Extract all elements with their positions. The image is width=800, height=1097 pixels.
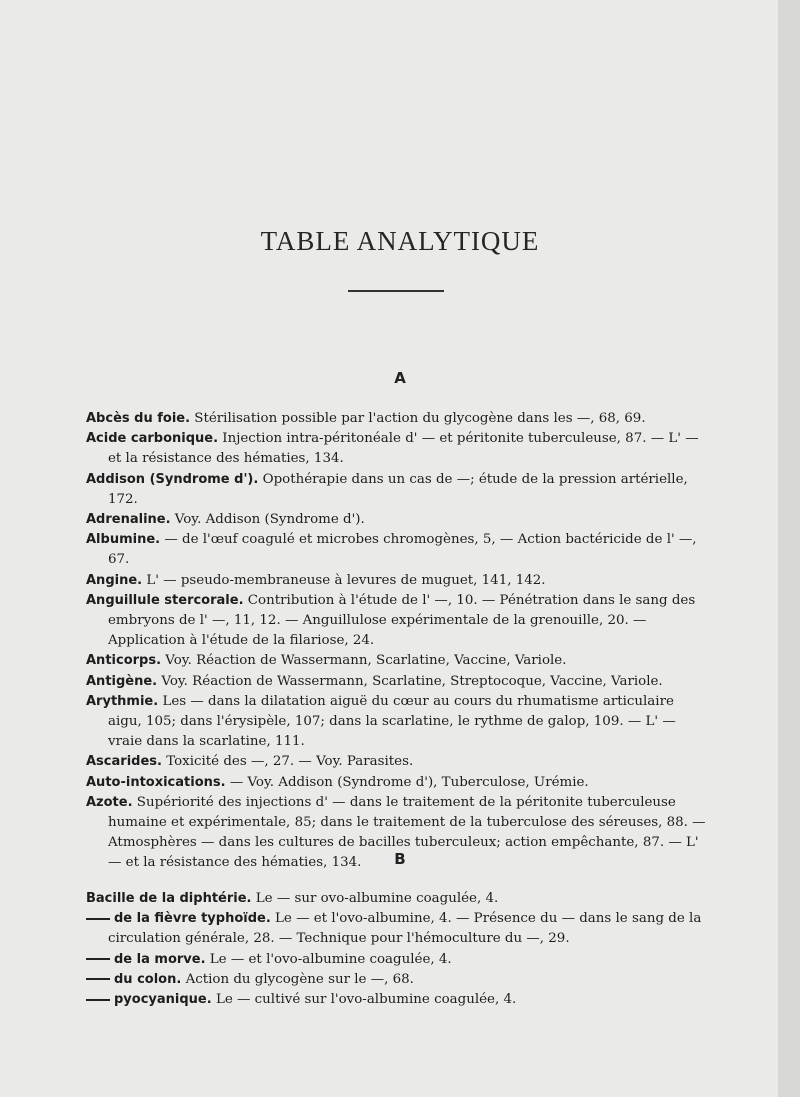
- index-entry: Angine. L' — pseudo-membraneuse à levures de muguet, 141, 142.: [86, 572, 546, 588]
- section-letter-b: B: [394, 850, 406, 868]
- index-subentry: du colon. Action du glycogène sur le —, 68.: [86, 970, 711, 990]
- index-entry: Arythmie. Les — dans la dilatation aiguë du cœur au cours du rhumatisme articulaire aigu, 105; dans l'érysipèle, 107; dans la scarlatine, le rythme de galop, 109. — L' — vraie dans la scarlatine, 111.: [86, 693, 676, 750]
- index-entry: Abcès du foie. Stérilisation possible par l'action du glycogène dans les —, 68, 69.: [86, 411, 646, 426]
- index-entry: Ascarides. Toxicité des —, 27. — Voy. Parasites.: [86, 754, 414, 770]
- title-rule: [348, 290, 444, 292]
- index-subentry: de la fièvre typhoïde. Le — et l'ovo-albumine, 4. — Présence du — dans le sang de la circulation générale, 28. — Technique pour l'hémoculture du —, 29.: [86, 909, 711, 949]
- index-entry: Anticorps. Voy. Réaction de Wassermann, Scarlatine, Vaccine, Variole.: [86, 653, 567, 669]
- index-entry: Acide carbonique. Injection intra-péritonéale d' — et péritonite tuberculeuse, 87. — L' — et la résistance des hématies, 134.: [86, 431, 699, 467]
- page-title: TABLE ANALYTIQUE: [260, 226, 540, 256]
- index-entry: Anguillule stercorale. Contribution à l'étude de l' —, 10. — Pénétration dans le sang des embryons de l' —, 11, 12. — Anguillulose expérimentale de la grenouille, 20. — Application à l'étude de la filariose, 24.: [86, 592, 696, 649]
- ditto-dash: [86, 978, 110, 980]
- index-entry: Albumine. — de l'œuf coagulé et microbes chromogènes, 5, — Action bactéricide de l' —, 67.: [86, 532, 697, 568]
- ditto-dash: [86, 958, 110, 960]
- index-subentry: de la morve. Le — et l'ovo-albumine coagulée, 4.: [86, 950, 711, 970]
- ditto-dash: [86, 999, 110, 1001]
- ditto-dash: [86, 918, 110, 920]
- index-entry: Auto-intoxications. — Voy. Addison (Syndrome d'), Tuberculose, Urémie.: [86, 774, 589, 790]
- index-subentry: pyocyanique. Le — cultivé sur l'ovo-albumine coagulée, 4.: [86, 990, 711, 1010]
- section-b-entries: [86, 889, 711, 1010]
- section-a-entries: [86, 409, 711, 874]
- page-edge: [778, 0, 800, 1097]
- index-entry: Bacille de la diphtérie. Le — sur ovo-albumine coagulée, 4.: [86, 891, 499, 906]
- index-entry: Addison (Syndrome d'). Opothérapie dans un cas de —; étude de la pression artérielle, 172.: [86, 471, 688, 507]
- index-entry: Adrenaline. Voy. Addison (Syndrome d').: [86, 512, 365, 528]
- section-letter-a: A: [394, 369, 406, 387]
- index-entry: Azote. Supériorité des injections d' — dans le traitement de la péritonite tuberculeuse humaine et expérimentale, 85; dans le traitement de la tuberculose des séreuses, 88. — Atmosphères — dans les cultures de bacilles tuberculeux; action empêchante, 87. — L' — et la résistance des hématies, 134.: [86, 794, 706, 871]
- index-entry: Antigène. Voy. Réaction de Wassermann, Scarlatine, Streptocoque, Vaccine, Variole.: [86, 673, 663, 689]
